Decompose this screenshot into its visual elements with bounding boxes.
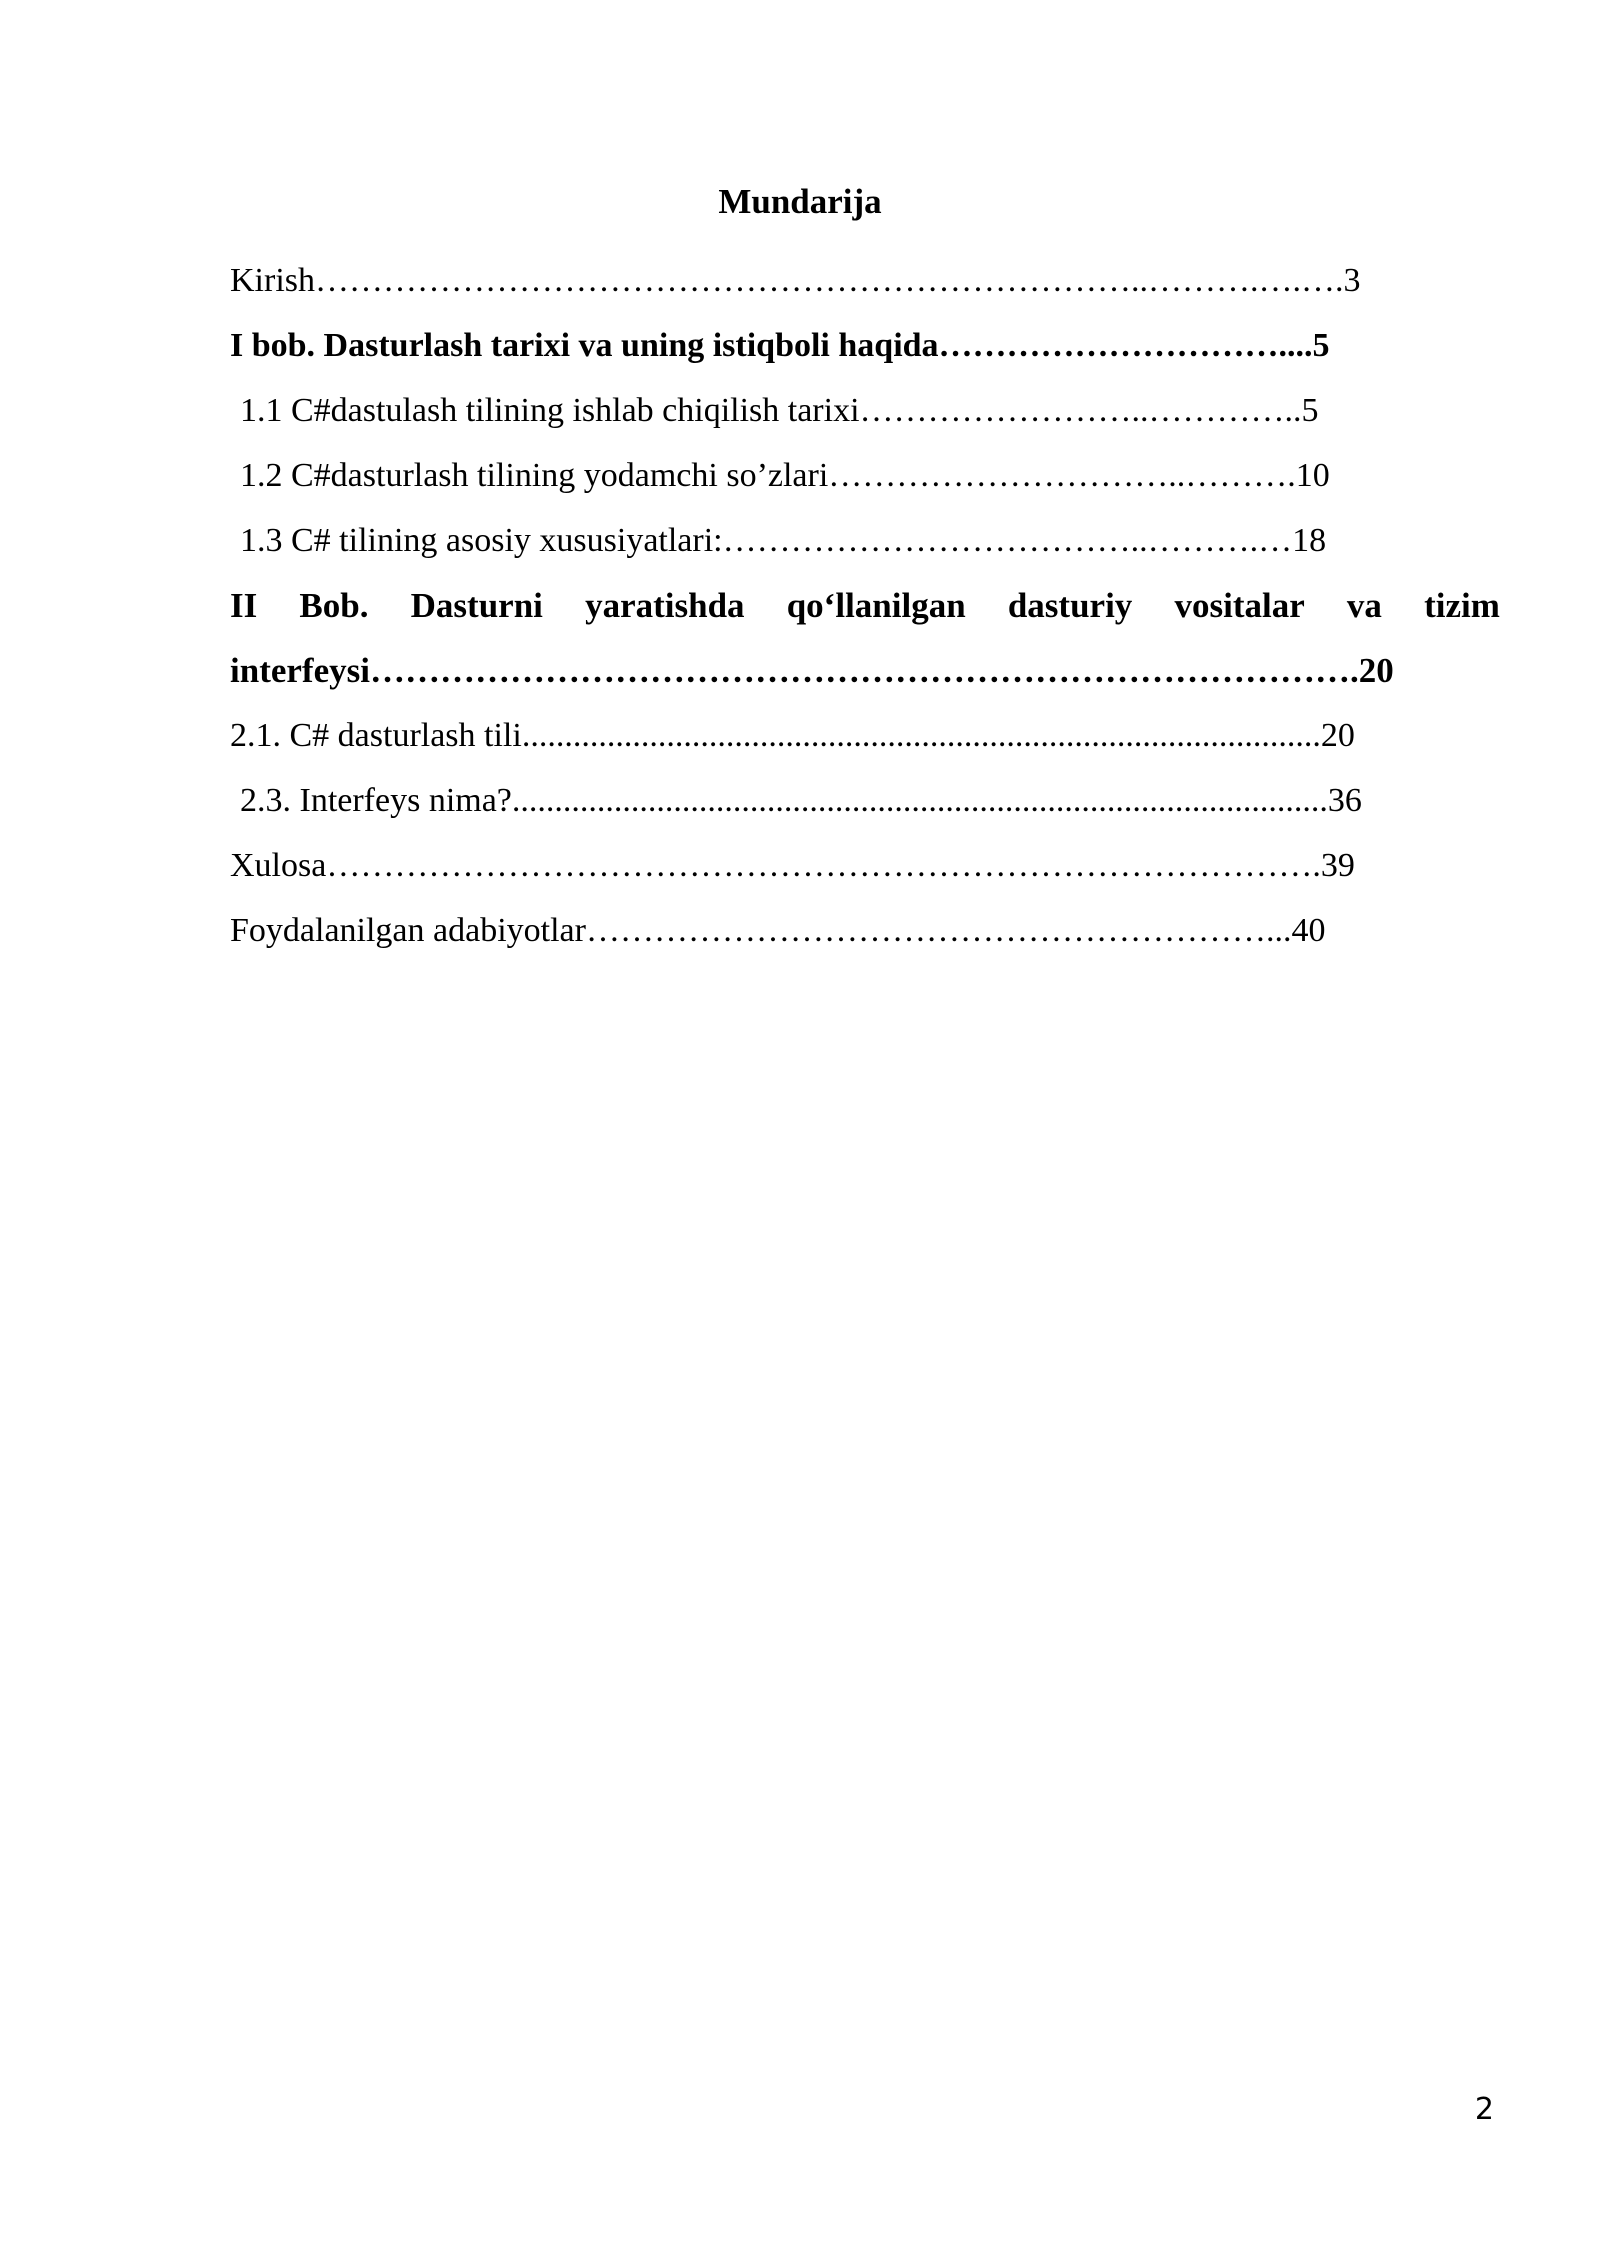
- toc-entry-references: Foydalanilgan adabiyotlar……………………………………………………...40: [230, 912, 1326, 949]
- chapter-2-word: dasturiy: [1007, 586, 1133, 625]
- toc-entry-1-1: 1.1 C#dastulash tilining ishlab chiqilish tarixi……………………..…………..5: [240, 392, 1319, 429]
- toc-entry-2-3: 2.3. Interfeys nima?................................................................................................36: [240, 782, 1362, 819]
- toc-entry-2-1: 2.1. C# dasturlash tili..............................................................................................20: [230, 717, 1355, 754]
- toc-entry-xulosa: Xulosa…………………………………………………………………………….39: [230, 847, 1355, 884]
- chapter-2-word: Dasturni: [410, 586, 543, 625]
- toc-title: Mundarija: [718, 182, 882, 221]
- table-of-contents: [230, 256, 1500, 971]
- chapter-2-word: vositalar: [1174, 586, 1305, 625]
- toc-entry-chapter-2: [230, 581, 1500, 711]
- chapter-2-word: Bob.: [299, 586, 369, 625]
- toc-entry-kirish: Kirish………………………………………………………………..……….….….3: [230, 262, 1361, 299]
- chapter-2-word: va: [1346, 586, 1382, 625]
- chapter-2-word: qo‘llanilgan: [786, 586, 966, 625]
- chapter-2-title-line: [230, 581, 1500, 646]
- chapter-2-word: tizim: [1424, 586, 1500, 625]
- chapter-2-word: II: [230, 586, 258, 625]
- toc-entry-1-3: 1.3 C# tilining asosiy xususiyatlari:………………………………..……….…18: [240, 522, 1327, 559]
- chapter-2-continuation: interfeysi………………………………………………………………………….20: [230, 651, 1394, 690]
- toc-entry-1-2: 1.2 C#dasturlash tilining yodamchi so’zlari…………………………..……….10: [240, 457, 1330, 494]
- page-number: 2: [1474, 2092, 1494, 2127]
- toc-entry-chapter-1: I bob. Dasturlash tarixi va uning istiqboli haqida…………………………....5: [230, 327, 1330, 364]
- chapter-2-word: yaratishda: [585, 586, 745, 625]
